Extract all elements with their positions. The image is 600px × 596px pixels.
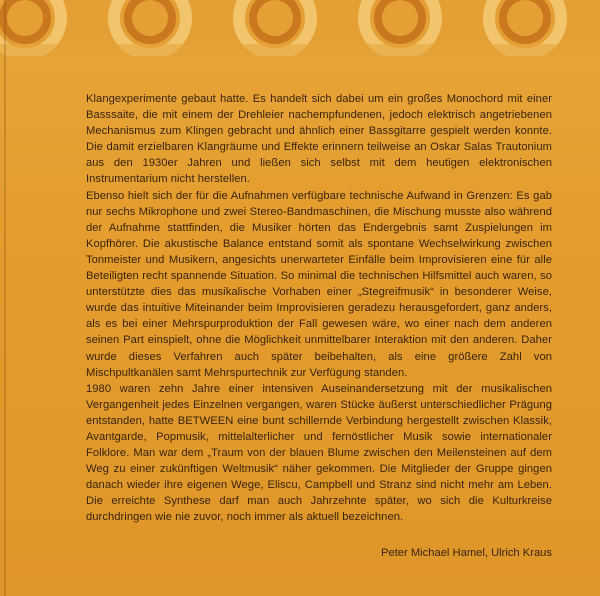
paragraph-1: Klangexperimente gebaut hatte. Es handelt sich dabei um ein großes Monochord mit einer Basssaite, die mit einem der Drehleier nachempfundenen, jedoch elektrisch angetriebenen Mechanismus zum Klingen gebracht und ähnlich einer Bassgitarre gespielt werden konnte. Die damit erzielbaren Klangräume und Effekte erinnern teilweise an Oskar Salas Trautonium aus den 1930er Jahren und ließen sich selbst mit dem heutigen elektronischen Instrumentarium nicht herstellen. — [86, 93, 552, 186]
paragraph-2: Ebenso hielt sich der für die Aufnahmen verfügbare technische Aufwand in Grenzen: Es gab nur sechs Mikrophone und zwei Stereo-Bandmaschinen, die Mischung musste also während der Aufnahme stattfinden, die Musiker hörten das Endergebnis samt Zuspielungen im Kopfhörer. Die akustische Balance entstand somit als spontane Wechselwirkung zwischen Tonmeister und Musikern, angesichts unerwarteter Einfälle beim Improvisieren eine für alle Beteiligten recht spannende Situation. So minimal die technischen Hilfsmittel auch waren, so unterstützte dies das musikalische Vorhaben einer „Stegreifmusik“ in besonderer Weise, wurde das intuitive Miteinander beim Improvisieren geradezu herausgefordert, ganz anders, als es bei einer Mehrspurproduktion der Fall gewesen wäre, wo einer nach dem anderen seinen Part einspielt, ohne die Möglichkeit unmittelbarer Interaktion mit den anderen. Daher wurde dieses Verfahren auch später beibehalten, als eine größere Zahl von Mischpultkanälen samt Mehrspurtechnik zur Verfügung standen. — [86, 189, 552, 379]
paragraph-3: 1980 waren zehn Jahre einer intensiven Auseinandersetzung mit der musikalischen Vergangenheit jedes Einzelnen vergangen, waren Stücke äußerst unterschiedlicher Prägung entstanden, hatte BETWEEN eine bunt schillernde Verbindung hergestellt zwischen Klassik, Avantgarde, Popmusik, mittelalterlicher und fernöstlicher Musik sowie internationaler Folklore. Man war dem „Traum von der blauen Blume zwischen den Meilensteinen auf dem Weg zu einer zukünftigen Weltmusik“ näher gekommen. Die Mitglieder der Gruppe gingen danach wieder ihre eigenen Wege, Eliscu, Campbell und Stranz sind nicht mehr am Leben. Die erreichte Synthese darf man auch Jahrzehnte später, wo sich die Kulturkreise durchdringen wie nie zuvor, noch immer als aktuell bezeichnen. — [86, 382, 552, 524]
body-text — [86, 91, 552, 526]
page-fold-line — [4, 0, 6, 596]
decorative-circle-pattern — [0, 0, 600, 56]
author-signature: Peter Michael Hamel, Ulrich Kraus — [381, 547, 552, 559]
